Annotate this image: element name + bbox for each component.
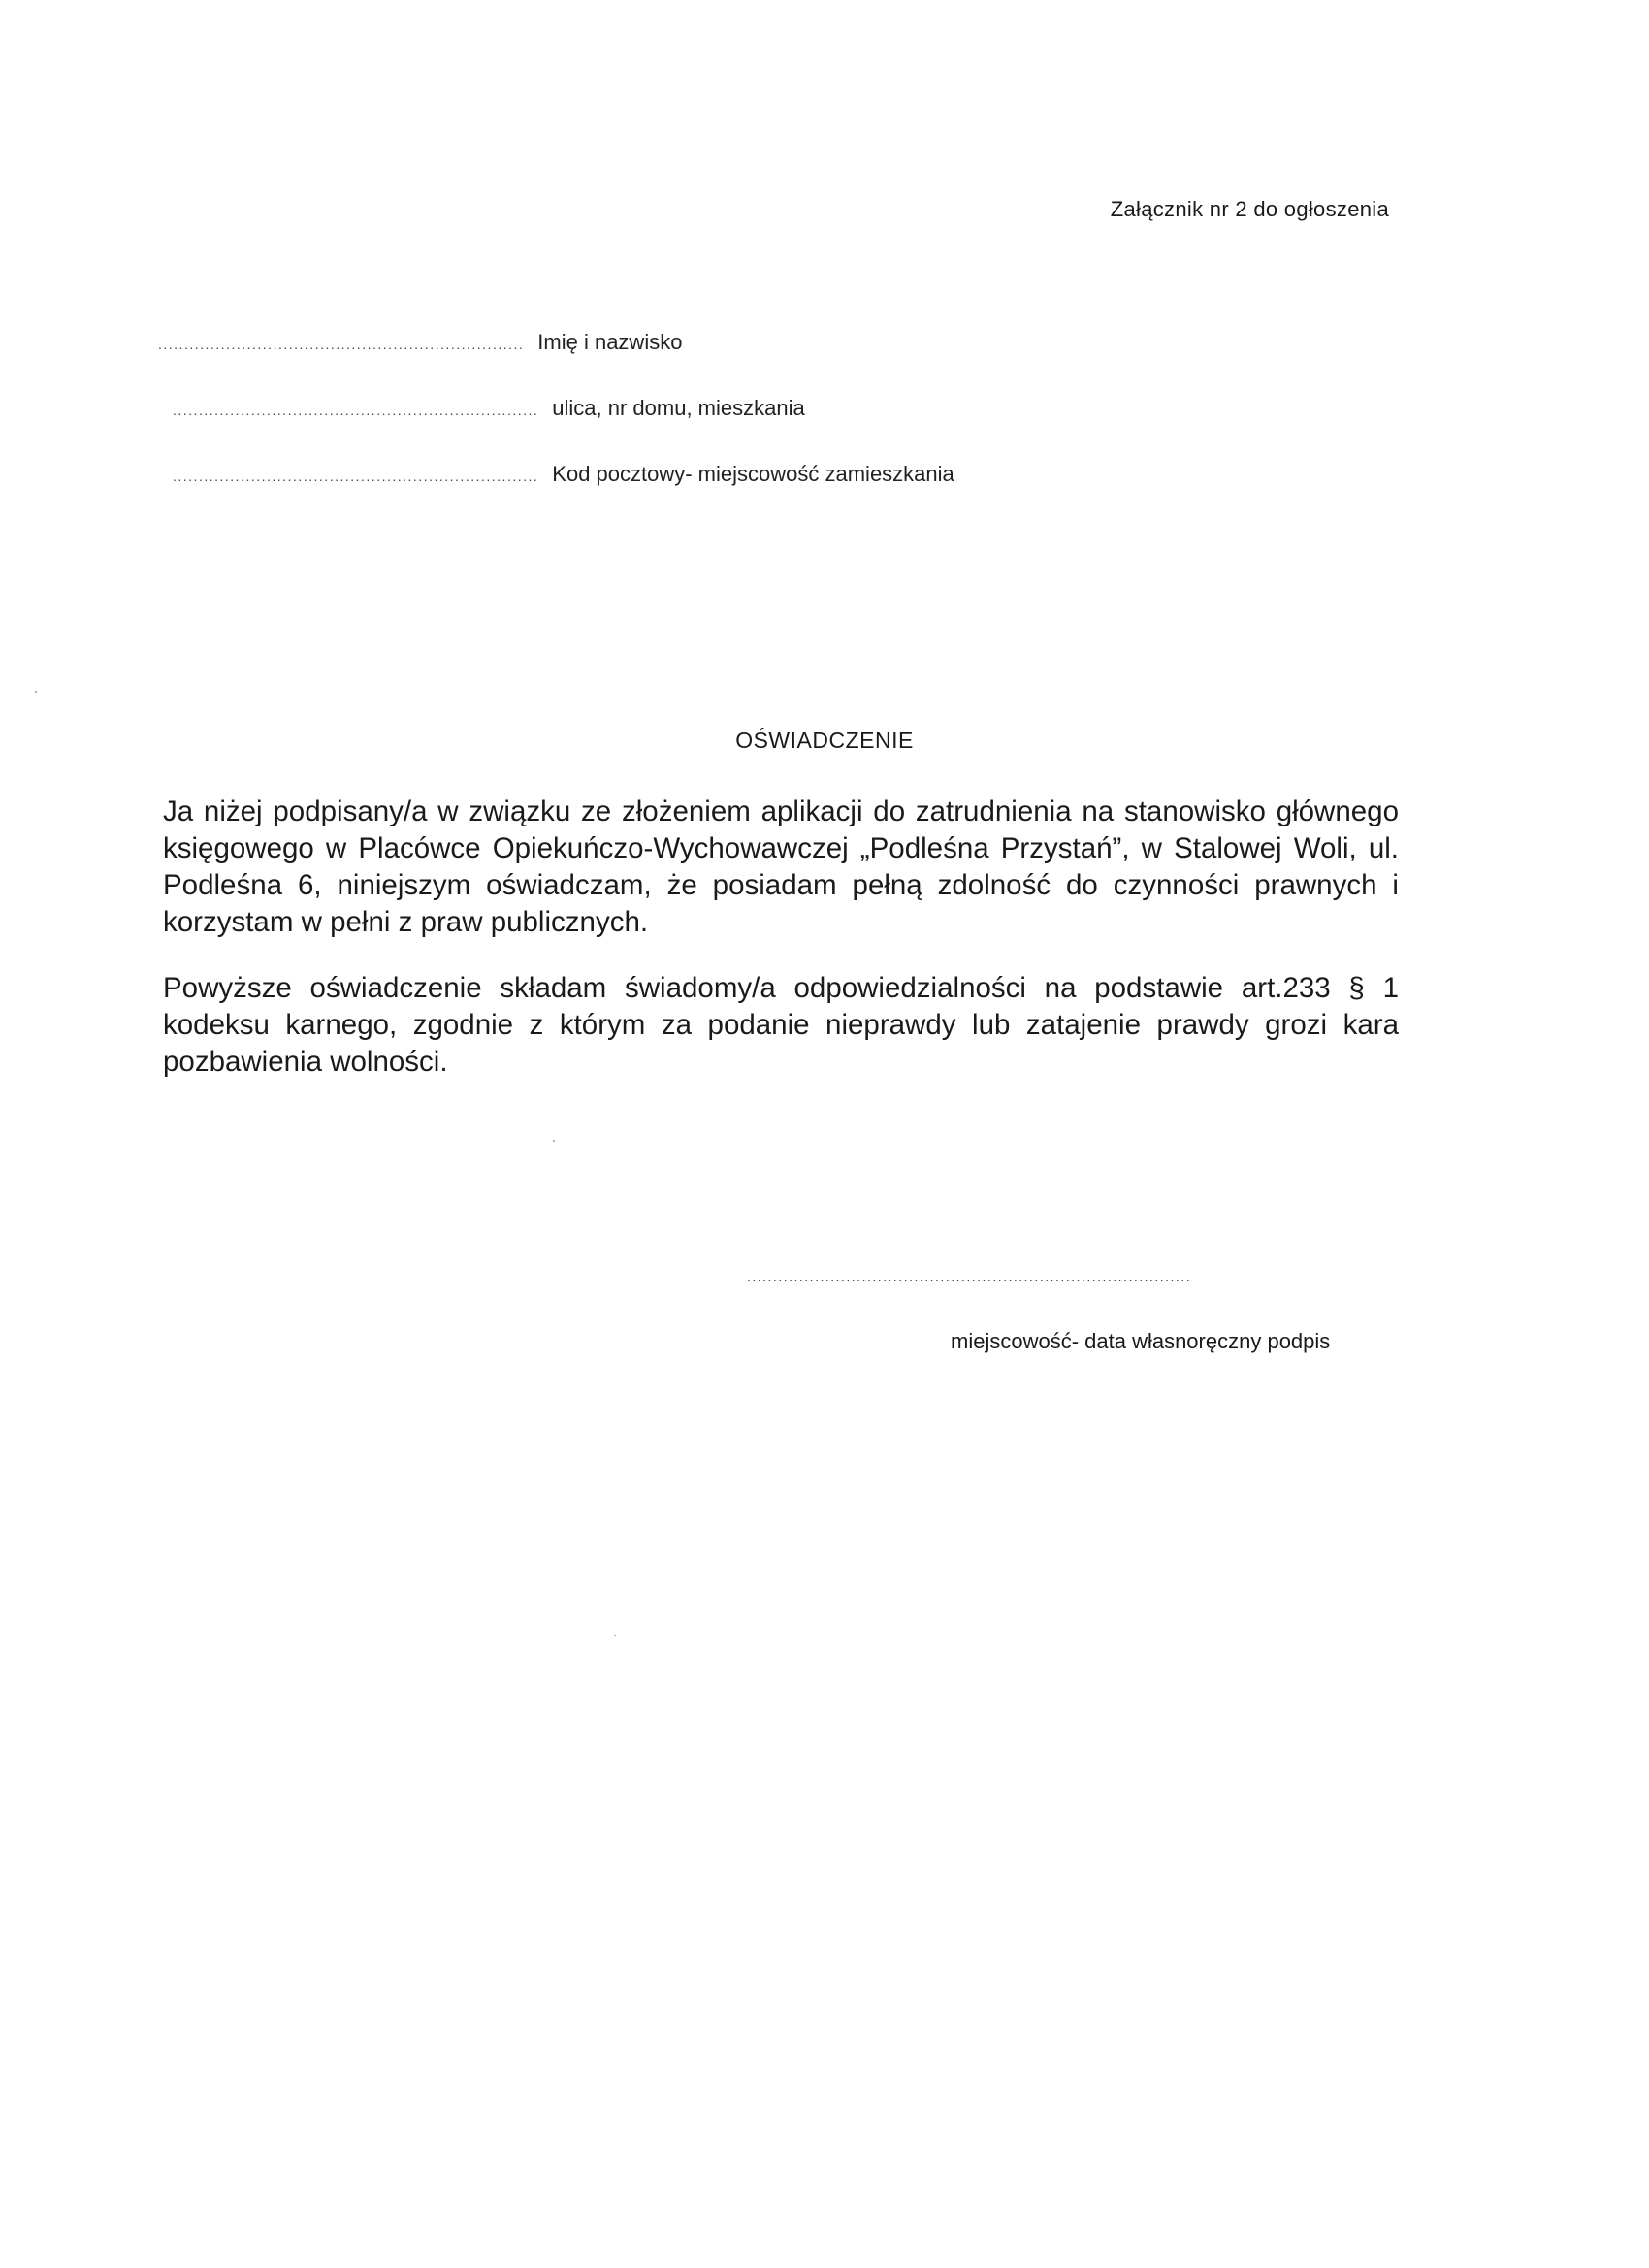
name-field-dots: ...................................................................... (158, 337, 525, 352)
name-field-label: Imię i nazwisko (537, 330, 683, 354)
postal-field-dots: ...................................................................... (173, 469, 539, 484)
statement-title: OŚWIADCZENIE (735, 728, 914, 753)
postal-field-label: Kod pocztowy- miejscowość zamieszkania (552, 462, 954, 486)
statement-paragraph-2: Powyższe oświadczenie składam świadomy/a odpowiedzialności na podstawie art.233 § 1 kodeksu karnego, zgodnie z którym za podanie nieprawdy lub zatajenie prawdy grozi kara pozbawienia wolności. (163, 972, 1399, 1078)
street-field-row (173, 396, 805, 421)
signature-label: miejscowość- data własnoręczny podpis (951, 1329, 1331, 1353)
postal-field-row (173, 462, 954, 487)
name-field-row (158, 330, 682, 355)
street-field-label: ulica, nr domu, mieszkania (552, 396, 805, 420)
scan-speck (614, 1635, 616, 1636)
scan-speck (35, 691, 37, 693)
signature-dots: ..................................................................................... (747, 1269, 1192, 1284)
street-field-dots: ...................................................................... (173, 403, 539, 418)
statement-paragraph-1: Ja niżej podpisany/a w związku ze złożeniem aplikacji do zatrudnienia na stanowisko głównego księgowego w Placówce Opiekuńczo-Wychowawczej „Podleśna Przystań”, w Stalowej Woli, ul. Podleśna 6, niniejszym oświadczam, że posiadam pełną zdolność do czynności prawnych i korzystam w pełni z praw publicznych. (163, 795, 1399, 938)
scan-speck (553, 1140, 555, 1142)
attachment-label: Załącznik nr 2 do ogłoszenia (1110, 197, 1389, 221)
